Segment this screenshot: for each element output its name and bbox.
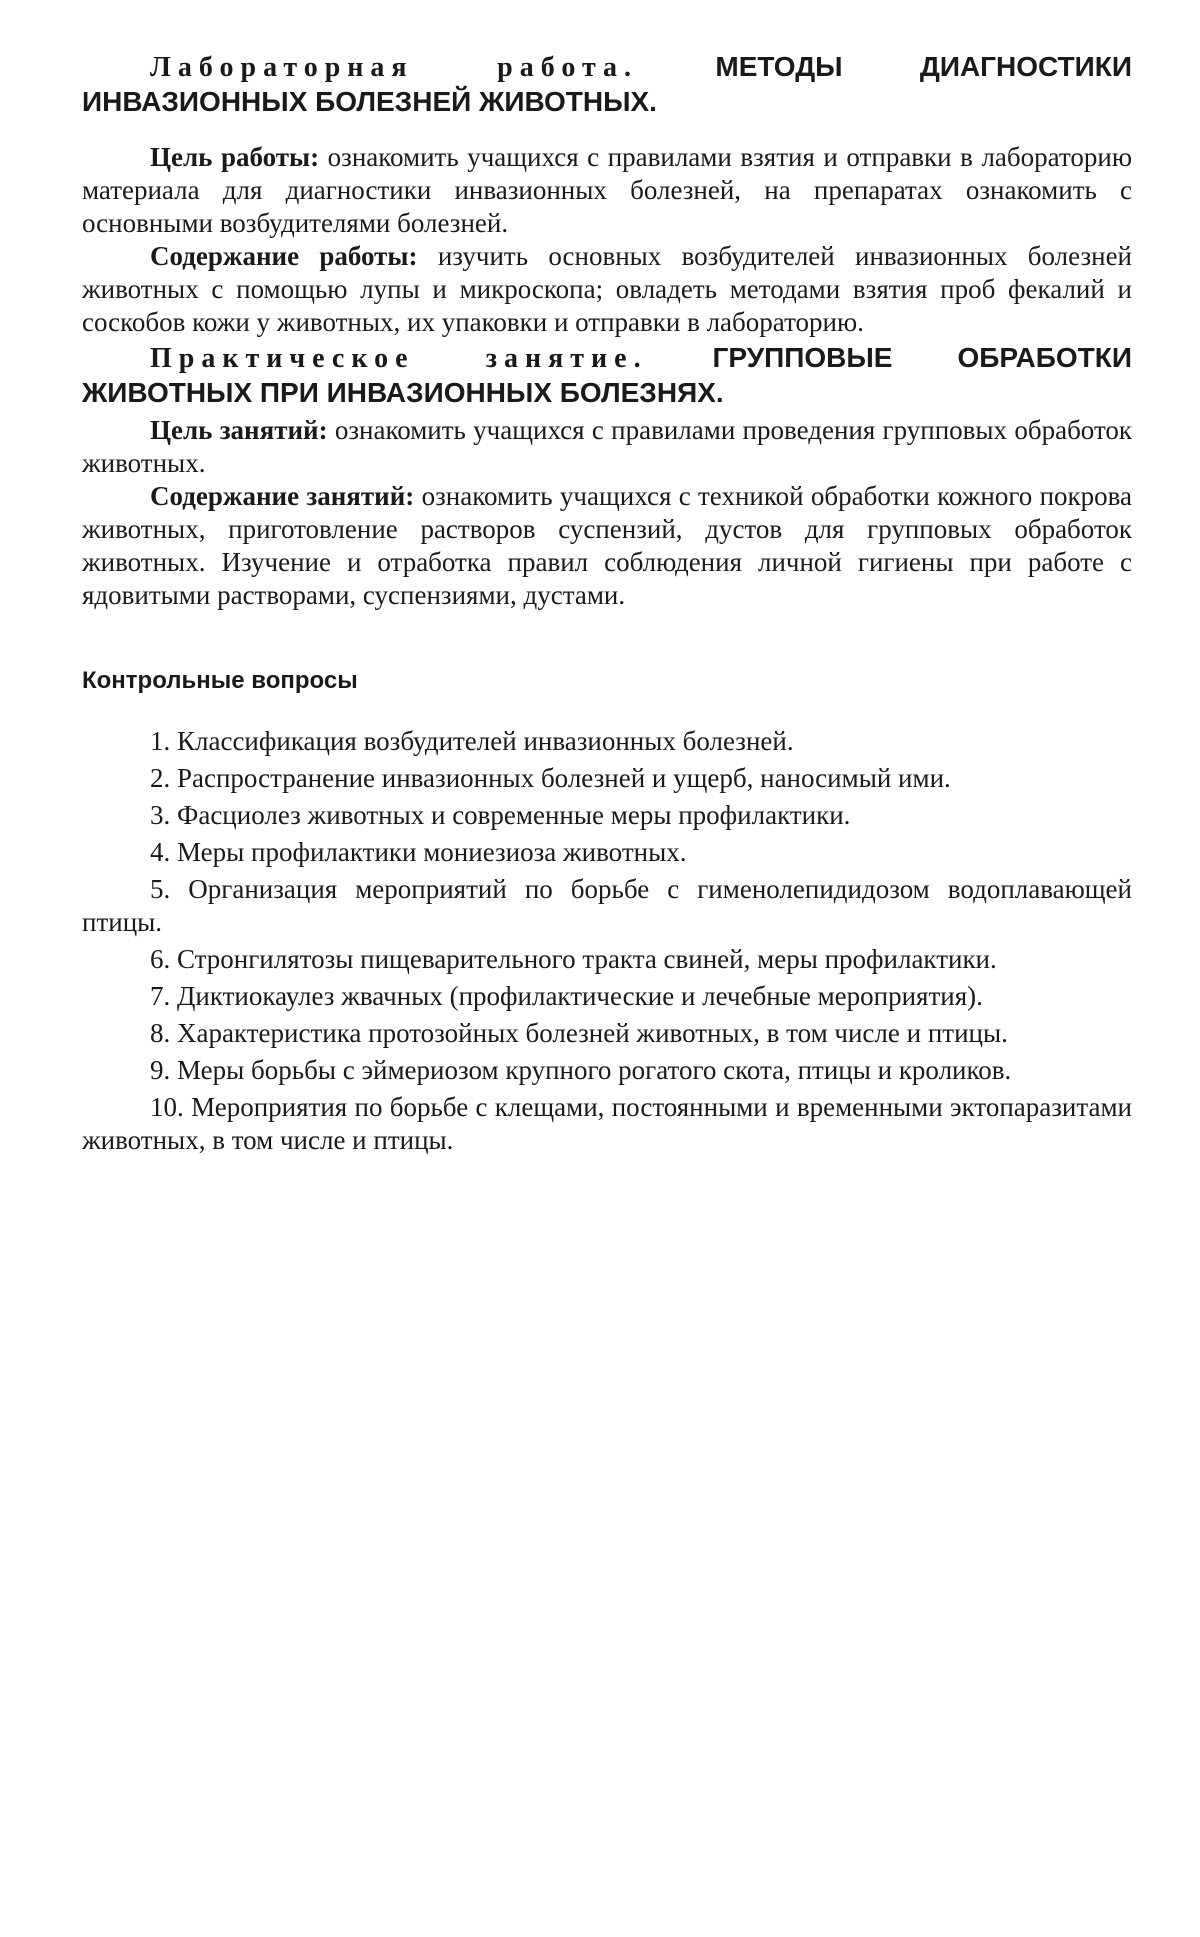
questions-title: Контрольные вопросы bbox=[82, 667, 358, 694]
question-item: 5. Организация мероприятий по борьбе с гименолепидидозом водоплавающей птицы. bbox=[82, 874, 1132, 937]
practice-content-paragraph bbox=[82, 480, 1132, 612]
question-item: 6. Стронгилятозы пищеварительного тракта свиней, меры профилактики. bbox=[150, 944, 997, 974]
practice-heading bbox=[82, 341, 1132, 410]
lab-content-paragraph bbox=[82, 240, 1132, 339]
question-item: 4. Меры профилактики мониезиоза животных. bbox=[150, 837, 687, 867]
question-item: 8. Характеристика протозойных болезней животных, в том числе и птицы. bbox=[150, 1018, 1008, 1048]
lab-content-label: Содержание работы: bbox=[150, 241, 418, 271]
practice-spaced-label: Практическое занятие. bbox=[150, 343, 648, 374]
practice-goal-label: Цель занятий: bbox=[150, 415, 328, 445]
question-item: 7. Диктиокаулез жвачных (профилактические и лечебные мероприятия). bbox=[150, 981, 983, 1011]
lab-goal-label: Цель работы: bbox=[150, 142, 320, 172]
practice-goal-text: ознакомить учащихся с правилами проведения групповых обработок животных. bbox=[82, 415, 1133, 478]
lab-goal-text: ознакомить учащихся с правилами взятия и отправки в лабораторию материала для диагностики инвазионных болезней, на препаратах ознакомить с основными возбудителями болезней. bbox=[82, 142, 1133, 238]
lab-spaced-label: Лабораторная работа. bbox=[150, 52, 639, 83]
questions-list bbox=[82, 725, 1132, 1157]
question-item: 9. Меры борьбы с эймериозом крупного рогатого скота, птицы и кроликов. bbox=[150, 1055, 1012, 1085]
lab-title: МЕТОДЫ ДИАГНОСТИКИ ИНВАЗИОННЫХ БОЛЕЗНЕЙ ЖИВОТНЫХ. bbox=[82, 51, 1132, 117]
lab-heading bbox=[82, 50, 1132, 119]
practice-goal-paragraph bbox=[82, 414, 1132, 480]
lab-content-text: изучить основных возбудителей инвазионных болезней животных с помощью лупы и микроскопа; овладеть методами взятия проб фекалий и соскобов кожи у животных, их упаковки и отправки в лабораторию. bbox=[82, 241, 1132, 337]
lab-goal-paragraph bbox=[82, 141, 1132, 240]
question-item: 10. Мероприятия по борьбе с клещами, постоянными и временными эктопаразитами животных, в том числе и птицы. bbox=[82, 1092, 1132, 1155]
document-page bbox=[82, 40, 1132, 1161]
practice-content-label: Содержание занятий: bbox=[150, 481, 415, 511]
question-item: 3. Фасциолез животных и современные меры профилактики. bbox=[150, 800, 851, 830]
practice-content-text: ознакомить учащихся с техникой обработки кожного покрова животных, приготовление растворов суспензий, дустов для групповых обработок животных. Изучение и отработка правил соблюдения личной гигиены при работе с ядовитыми растворами, суспензиями, дустами. bbox=[82, 481, 1133, 610]
question-item: 1. Классификация возбудителей инвазионных болезней. bbox=[150, 726, 794, 756]
question-item: 2. Распространение инвазионных болезней и ущерб, наносимый ими. bbox=[150, 763, 951, 793]
practice-title: ГРУППОВЫЕ ОБРАБОТКИ ЖИВОТНЫХ ПРИ ИНВАЗИОННЫХ БОЛЕЗНЯХ. bbox=[82, 342, 1133, 408]
